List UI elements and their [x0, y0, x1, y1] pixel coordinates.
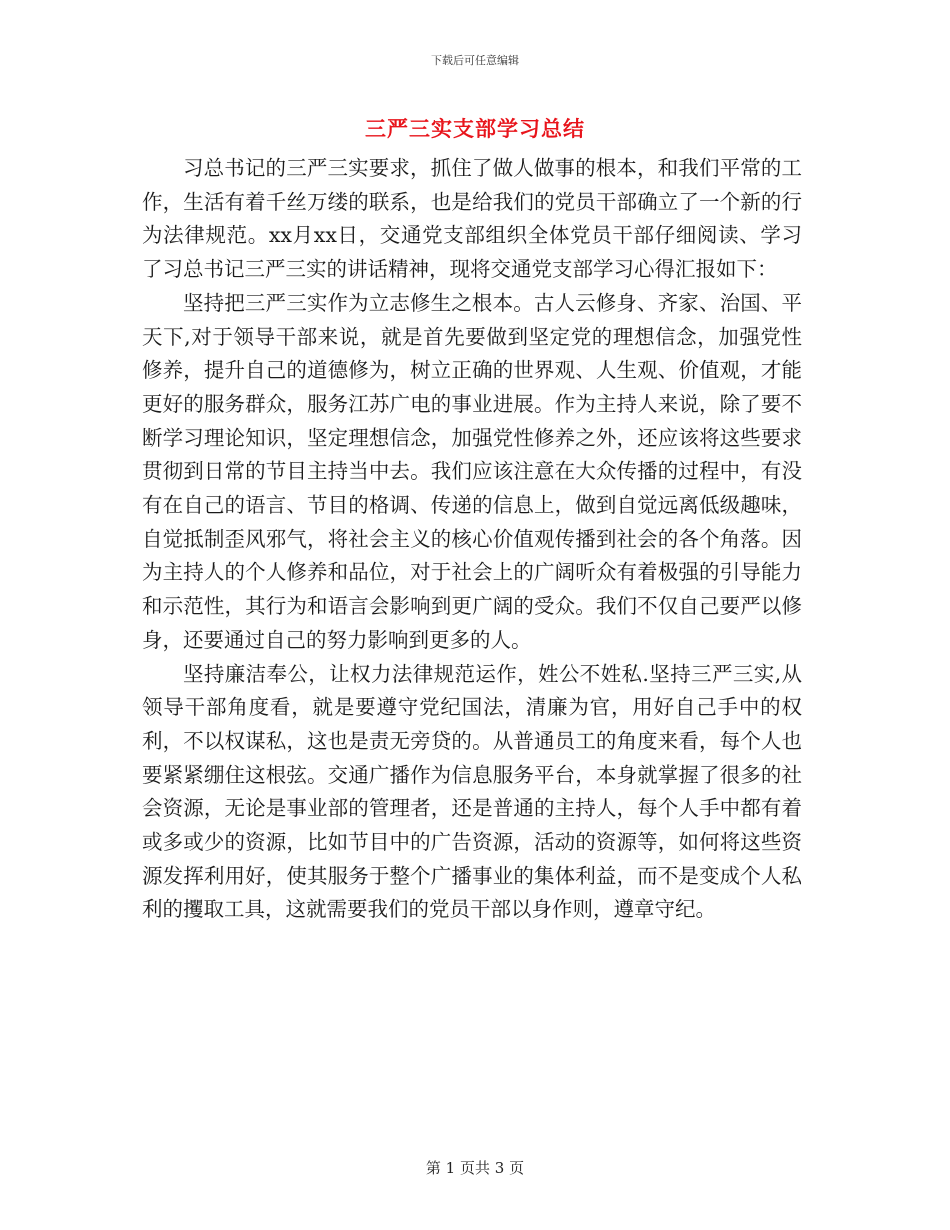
page-number: 第 1 页共 3 页: [425, 1159, 525, 1177]
paragraph: 坚持把三严三实作为立志修生之根本。古人云修身、齐家、治国、平天下,对于领导干部来说，就是首先要做到坚定党的理想信念，加强党性修养，提升自己的道德修为，树立正确的世界观、人生观、价值观，才能更好的服务群众，服务江苏广电的事业进展。作为主持人来说，除了要不断学习理论知识，坚定理想信念，加强党性修养之外，还应该将这些要求贯彻到日常的节目主持当中去。我们应该注意在大众传播的过程中，有没有在自己的语言、节目的格调、传递的信息上，做到自觉远离低级趣味，自觉抵制歪风邪气，将社会主义的核心价值观传播到社会的各个角落。因为主持人的个人修养和品位，对于社会上的广阔听众有着极强的引导能力和示范性，其行为和语言会影响到更广阔的受众。我们不仅自己要严以修身，还要通过自己的努力影响到更多的人。: [142, 290, 802, 652]
header-note: 下载后可任意编辑: [431, 54, 519, 67]
document-title: 三严三实支部学习总结: [365, 116, 585, 141]
paragraph: 习总书记的三严三实要求，抓住了做人做事的根本，和我们平常的工作，生活有着千丝万缕的联系，也是给我们的党员干部确立了一个新的行为法律规范。xx月xx日，交通党支部组织全体党员干部仔细阅读、学习了习总书记三严三实的讲话精神，现将交通党支部学习心得汇报如下：: [142, 156, 802, 282]
document-body: [142, 152, 802, 927]
paragraph: 坚持廉洁奉公，让权力法律规范运作，姓公不姓私.坚持三严三实,从领导干部角度看，就是要遵守党纪国法，清廉为官，用好自己手中的权利，不以权谋私，这也是责无旁贷的。从普通员工的角度来看，每个人也要紧紧绷住这根弦。交通广播作为信息服务平台，本身就掌握了很多的社会资源，无论是事业部的管理者，还是普通的主持人，每个人手中都有着或多或少的资源，比如节目中的广告资源，活动的资源等，如何将这些资源发挥利用好，使其服务于整个广播事业的集体利益，而不是变成个人私利的攫取工具，这就需要我们的党员干部以身作则，遵章守纪。: [142, 661, 802, 922]
